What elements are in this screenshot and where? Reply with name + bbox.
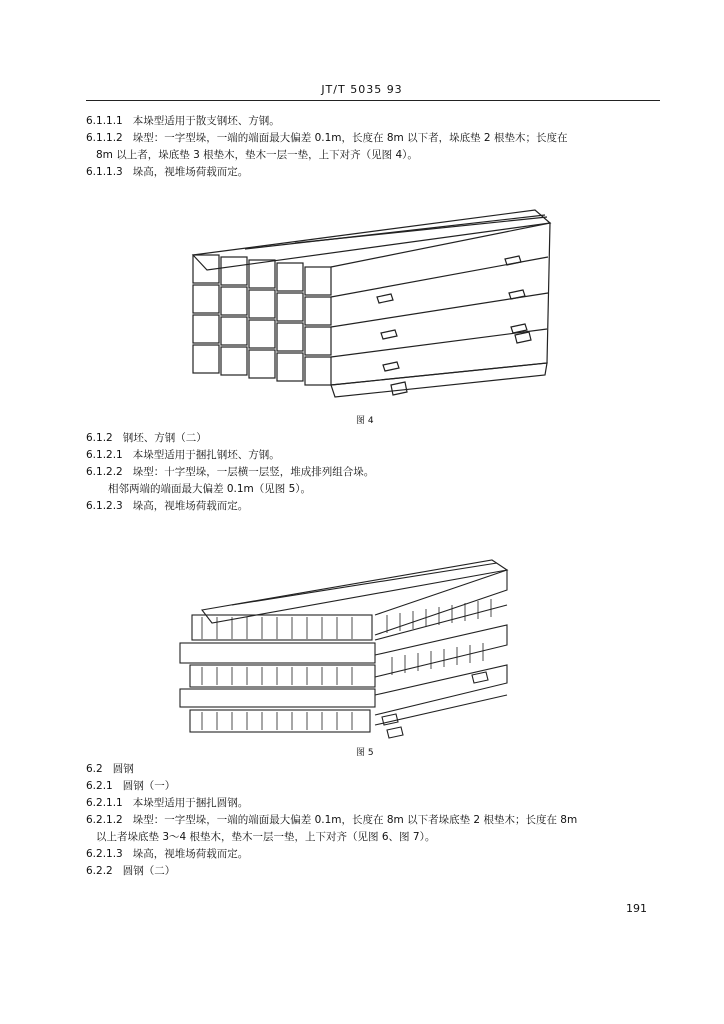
clause-text: 垛型：十字型垛，一层横一层竖，堆成排列组合垛。 (132, 466, 375, 478)
clause-number: 6.2.1.3 (86, 848, 123, 860)
clause-line (86, 148, 418, 162)
clause-text: 相邻两端的端面最大偏差 0.1m（见图 5）。 (108, 483, 312, 495)
clause-text: 垛高，视堆场荷载而定。 (132, 500, 249, 512)
clause-text: 垛高，视堆场荷载而定。 (132, 848, 249, 860)
clause-line (86, 165, 248, 179)
clause-number: 6.2.1 (86, 780, 113, 792)
clause-line (86, 796, 248, 810)
clause-line (86, 448, 280, 462)
clause-text: 垛型：一字型垛，一端的端面最大偏差 0.1m，长度在 8m 以下者，垛底垫 2 根垫木；长度在 (132, 132, 568, 144)
clause-text: 钢坯、方钢（二） (122, 432, 207, 444)
clause-text: 垛高，视堆场荷载而定。 (132, 166, 249, 178)
clause-text: 以上者垛底垫 3～4 根垫木，垫木一层一垫，上下对齐（见图 6、图 7）。 (96, 831, 436, 843)
figure-4-caption: 图 4 (356, 416, 374, 426)
header-rule (86, 100, 660, 101)
clause-number: 6.1.2.1 (86, 449, 123, 461)
clause-line (86, 114, 280, 128)
figure-5-bundle-stack (172, 555, 522, 740)
page-number: 191 (626, 902, 647, 915)
clause-text: 8m 以上者，垛底垫 3 根垫木，垫木一层一垫，上下对齐（见图 4）。 (96, 149, 418, 161)
clause-text: 垛型：一字型垛，一端的端面最大偏差 0.1m，长度在 8m 以下者垛底垫 2 根垫木；长度在 8m (132, 814, 578, 826)
clause-number: 6.2.1.2 (86, 814, 123, 826)
clause-number: 6.1.1.1 (86, 115, 123, 127)
clause-line (86, 813, 577, 827)
clause-number: 6.2 (86, 763, 103, 775)
clause-number: 6.2.1.1 (86, 797, 123, 809)
clause-text: 圆钢（二） (122, 865, 176, 877)
page-header: JT/T 5035 93 (321, 83, 403, 96)
clause-number: 6.1.2.2 (86, 466, 123, 478)
clause-number: 6.1.2.3 (86, 500, 123, 512)
clause-line (86, 131, 567, 145)
clause-line (108, 482, 311, 496)
clause-line (86, 762, 134, 776)
clause-line (86, 499, 248, 513)
clause-line (86, 830, 435, 844)
figure-5-caption: 图 5 (356, 748, 374, 758)
clause-number: 6.1.1.2 (86, 132, 123, 144)
figure-4-billet-stack (185, 205, 565, 410)
clause-text: 本垛型适用于捆扎钢坯、方钢。 (132, 449, 280, 461)
clause-text: 本垛型适用于散支钢坯、方钢。 (132, 115, 280, 127)
clause-line (86, 864, 175, 878)
clause-line (86, 779, 175, 793)
clause-text: 本垛型适用于捆扎圆钢。 (132, 797, 249, 809)
clause-text: 圆钢（一） (122, 780, 176, 792)
clause-number: 6.1.2 (86, 432, 113, 444)
clause-number: 6.1.1.3 (86, 166, 123, 178)
clause-text: 圆钢 (112, 763, 134, 775)
clause-line (86, 465, 374, 479)
clause-number: 6.2.2 (86, 865, 113, 877)
clause-line (86, 431, 207, 445)
clause-line (86, 847, 248, 861)
